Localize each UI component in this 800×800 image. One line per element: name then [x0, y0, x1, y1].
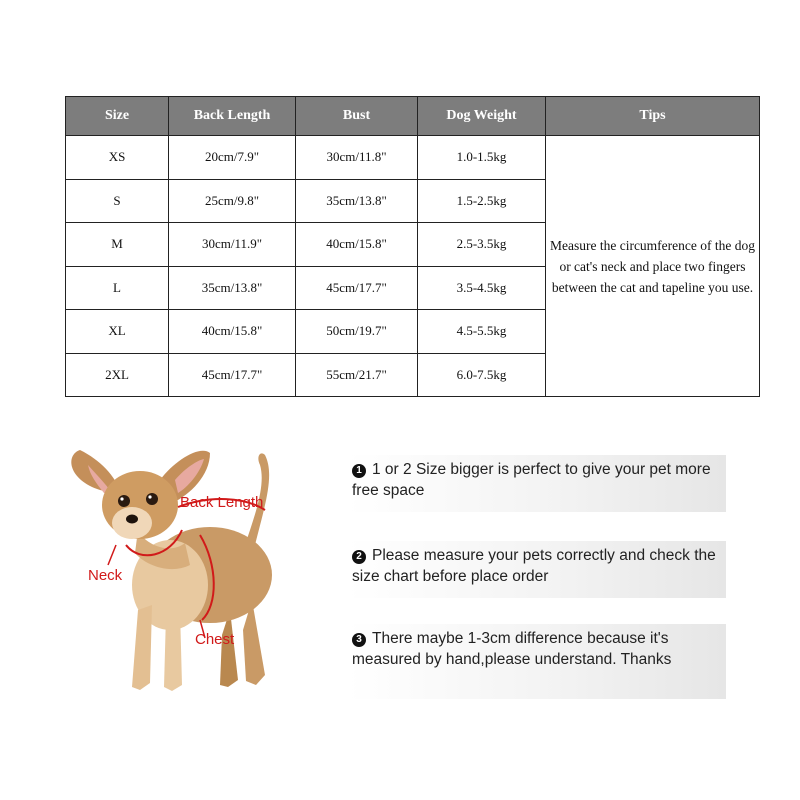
weight-cell: 1.5-2.5kg [418, 179, 546, 223]
note-text: Please measure your pets correctly and check the size chart before place order [352, 547, 716, 585]
size-cell: XL [66, 310, 169, 354]
bust-cell: 35cm/13.8" [296, 179, 418, 223]
back-length-cell: 40cm/15.8" [169, 310, 296, 354]
weight-cell: 4.5-5.5kg [418, 310, 546, 354]
note-3 [348, 624, 726, 699]
size-cell: M [66, 223, 169, 267]
back-length-cell: 35cm/13.8" [169, 266, 296, 310]
bust-cell: 40cm/15.8" [296, 223, 418, 267]
header-bust: Bust [296, 97, 418, 136]
bust-cell: 50cm/19.7" [296, 310, 418, 354]
back-length-cell: 30cm/11.9" [169, 223, 296, 267]
weight-cell: 3.5-4.5kg [418, 266, 546, 310]
header-dog-weight: Dog Weight [418, 97, 546, 136]
tips-cell: Measure the circumference of the dog or cat's neck and place two fingers between the cat and tapeline you use. [546, 136, 760, 397]
bust-cell: 45cm/17.7" [296, 266, 418, 310]
bust-cell: 30cm/11.8" [296, 136, 418, 180]
weight-cell: 1.0-1.5kg [418, 136, 546, 180]
back-length-cell: 45cm/17.7" [169, 353, 296, 397]
weight-cell: 6.0-7.5kg [418, 353, 546, 397]
number-two-icon: 2 [352, 550, 366, 564]
neck-label: Neck [88, 567, 123, 584]
number-one-icon: 1 [352, 464, 366, 478]
note-text: There maybe 1-3cm difference because it's measured by hand,please understand. Thanks [352, 630, 672, 668]
header-back-length: Back Length [169, 97, 296, 136]
back-length-label: Back Length [180, 494, 264, 511]
note-2 [348, 541, 726, 598]
note-1 [348, 455, 726, 512]
table-header-row [66, 97, 760, 136]
note-text: 1 or 2 Size bigger is perfect to give your pet more free space [352, 461, 711, 499]
header-size: Size [66, 97, 169, 136]
number-three-icon: 3 [352, 633, 366, 647]
dog-measurement-illustration [60, 435, 340, 705]
weight-cell: 2.5-3.5kg [418, 223, 546, 267]
header-tips: Tips [546, 97, 760, 136]
size-cell: S [66, 179, 169, 223]
back-length-cell: 20cm/7.9" [169, 136, 296, 180]
back-length-cell: 25cm/9.8" [169, 179, 296, 223]
size-cell: L [66, 266, 169, 310]
table-row [66, 136, 760, 180]
size-chart-table [65, 96, 760, 397]
bust-cell: 55cm/21.7" [296, 353, 418, 397]
size-cell: XS [66, 136, 169, 180]
chest-label: Chest [195, 631, 235, 648]
size-cell: 2XL [66, 353, 169, 397]
